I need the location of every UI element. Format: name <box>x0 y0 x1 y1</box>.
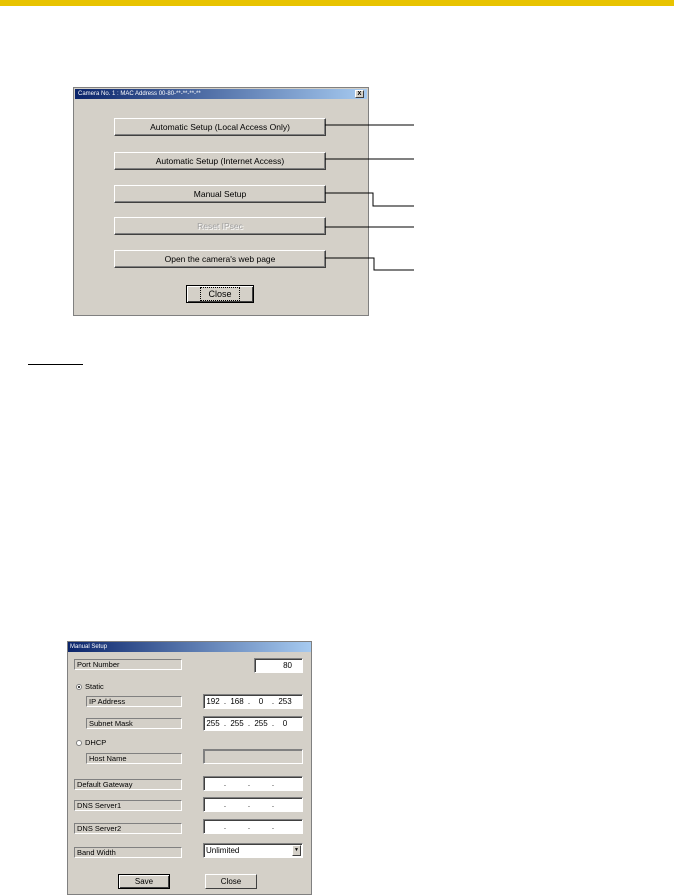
ip-octet: 192 <box>206 697 220 706</box>
static-radio-dot <box>76 684 82 690</box>
subnet-separator: . <box>247 719 251 728</box>
static-radio[interactable] <box>76 682 104 691</box>
ip-octet: 253 <box>278 697 292 706</box>
dns2-separator: . <box>247 822 251 831</box>
open-web-page-button[interactable]: Open the camera's web page <box>114 250 326 268</box>
default-gateway-input[interactable] <box>203 776 303 791</box>
gateway-separator: . <box>271 779 275 788</box>
band-width-label: Band Width <box>74 847 182 858</box>
dns1-separator: . <box>223 800 227 809</box>
host-name-label: Host Name <box>86 753 182 764</box>
subnet-separator: . <box>271 719 275 728</box>
callout-line-5 <box>325 258 414 270</box>
manual-setup-dialog <box>67 641 312 895</box>
dns-server2-label: DNS Server2 <box>74 823 182 834</box>
default-gateway-label: Default Gateway <box>74 779 182 790</box>
reset-ipsec-button: Reset IPsec <box>114 217 326 235</box>
dns-server2-input[interactable] <box>203 819 303 834</box>
static-label: Static <box>85 682 104 691</box>
dns1-separator: . <box>247 800 251 809</box>
subnet-octet: 255 <box>254 719 268 728</box>
dhcp-radio-dot <box>76 740 82 746</box>
manual-setup-button[interactable]: Manual Setup <box>114 185 326 203</box>
subnet-octet: 255 <box>230 719 244 728</box>
dns2-separator: . <box>271 822 275 831</box>
dhcp-label: DHCP <box>85 738 107 747</box>
port-number-label: Port Number <box>74 659 182 670</box>
close-icon[interactable]: x <box>355 90 364 98</box>
subnet-separator: . <box>223 719 227 728</box>
ip-separator: . <box>271 697 275 706</box>
note-underline <box>28 364 83 365</box>
automatic-setup-local-button[interactable]: Automatic Setup (Local Access Only) <box>114 118 326 136</box>
band-width-select[interactable] <box>203 843 303 858</box>
dialog-title: Camera No. 1 : MAC Address 00-80-**-**-**-** <box>78 91 201 97</box>
ip-separator: . <box>223 697 227 706</box>
subnet-octet: 255 <box>206 719 220 728</box>
subnet-mask-input[interactable] <box>203 716 303 731</box>
subnet-octet: 0 <box>282 719 288 728</box>
gateway-separator: . <box>247 779 251 788</box>
dhcp-radio[interactable] <box>76 738 106 747</box>
save-button[interactable]: Save <box>118 874 170 889</box>
automatic-setup-internet-button[interactable]: Automatic Setup (Internet Access) <box>114 152 326 170</box>
band-width-value: Unlimited <box>206 846 240 855</box>
chevron-down-icon[interactable]: ▼ <box>292 845 301 856</box>
dns-server1-input[interactable] <box>203 797 303 812</box>
host-name-input <box>203 749 303 764</box>
ip-octet: 168 <box>230 697 244 706</box>
ip-separator: . <box>247 697 251 706</box>
dns1-separator: . <box>271 800 275 809</box>
ip-address-input[interactable] <box>203 694 303 709</box>
ip-octet: 0 <box>258 697 264 706</box>
subnet-mask-label: Subnet Mask <box>86 718 182 729</box>
dns2-separator: . <box>223 822 227 831</box>
manual-dialog-titlebar <box>68 642 311 652</box>
port-number-input[interactable]: 80 <box>254 658 303 673</box>
callout-line-3 <box>325 193 414 206</box>
manual-dialog-title: Manual Setup <box>70 644 108 650</box>
gateway-separator: . <box>223 779 227 788</box>
dns-server1-label: DNS Server1 <box>74 800 182 811</box>
ip-address-label: IP Address <box>86 696 182 707</box>
close-button-label: Close <box>202 289 237 299</box>
manual-close-button[interactable]: Close <box>205 874 257 889</box>
